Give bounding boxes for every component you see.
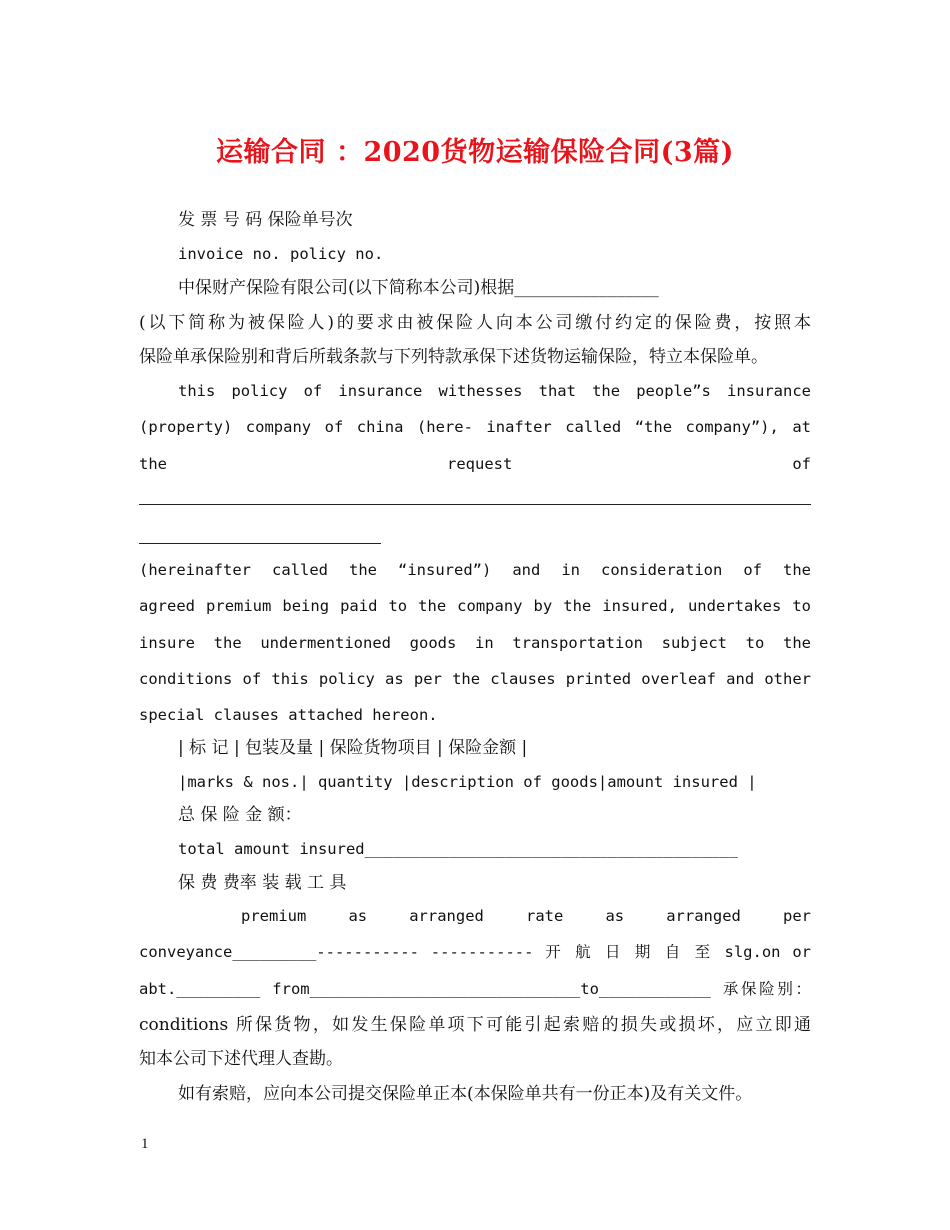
consideration-line: (hereinafter called the “insured”) and in consideration of the xyxy=(139,561,811,579)
company-line: (property) company of china (here- inafter called “the company”), at xyxy=(139,418,811,436)
insured-name-blank-line-1 xyxy=(139,504,811,505)
request-line: the request of xyxy=(139,455,811,473)
insured-name-blank-line-2 xyxy=(139,543,381,544)
invoice-policy-heading-en: invoice no. policy no. xyxy=(178,245,384,263)
claims-documents-line: 如有索赔，应向本公司提交保险单正本(本保险单共有一份正本)及有关文件。 xyxy=(178,1084,753,1104)
loss-notice-line-1: conditions 所保货物，如发生保险单项下可能引起索赔的损失或损坏，应立即通 xyxy=(139,1015,811,1035)
document-title: 运输合同 ：2020货物运输保险合同(3篇) xyxy=(216,137,734,168)
total-amount-line-en: total amount insured________________________________________ xyxy=(178,840,738,858)
special-clauses-line: special clauses attached hereon. xyxy=(139,706,438,724)
company-basis-line: 中保财产保险有限公司(以下简称本公司)根据_________________ xyxy=(178,278,659,298)
page-number: 1 xyxy=(141,1136,149,1152)
total-amount-label-cn: 总 保 险 金 额： xyxy=(178,805,302,825)
from-to-conditions-line: abt._________ from_____________________________to____________ 承保险别： xyxy=(139,980,811,998)
premium-arranged-line: premium as arranged rate as arranged per xyxy=(241,907,811,925)
conveyance-sailing-line: conveyance_________----------- ----------- 开 航 日 期 自 至 slg.on or xyxy=(139,943,811,961)
premium-rate-conveyance-cn: 保 费 费率 装 载 工 具 xyxy=(178,873,347,893)
insure-goods-line: insure the undermentioned goods in transportation subject to the xyxy=(139,634,811,652)
goods-table-header-cn: | 标 记 | 包装及量 | 保险货物项目 | 保险金额 | xyxy=(178,738,528,758)
premium-paid-line: agreed premium being paid to the company by the insured, undertakes to xyxy=(139,597,811,615)
policy-clauses-line-cn: 保险单承保险别和背后所载条款与下列特款承保下述货物运输保险，特立本保险单。 xyxy=(139,347,768,367)
conditions-clauses-line: conditions of this policy as per the clauses printed overleaf and other xyxy=(139,670,811,688)
loss-notice-line-2: 知本公司下述代理人查勘。 xyxy=(139,1049,343,1069)
invoice-policy-heading-cn: 发 票 号 码 保险单号次 xyxy=(178,210,353,230)
insured-request-line-cn: (以下简称为被保险人)的要求由被保险人向本公司缴付约定的保险费，按照本 xyxy=(139,313,811,333)
policy-witness-line: this policy of insurance withesses that the people”s insurance xyxy=(178,382,811,400)
goods-table-header-en: |marks & nos.| quantity |description of goods|amount insured | xyxy=(178,773,757,791)
